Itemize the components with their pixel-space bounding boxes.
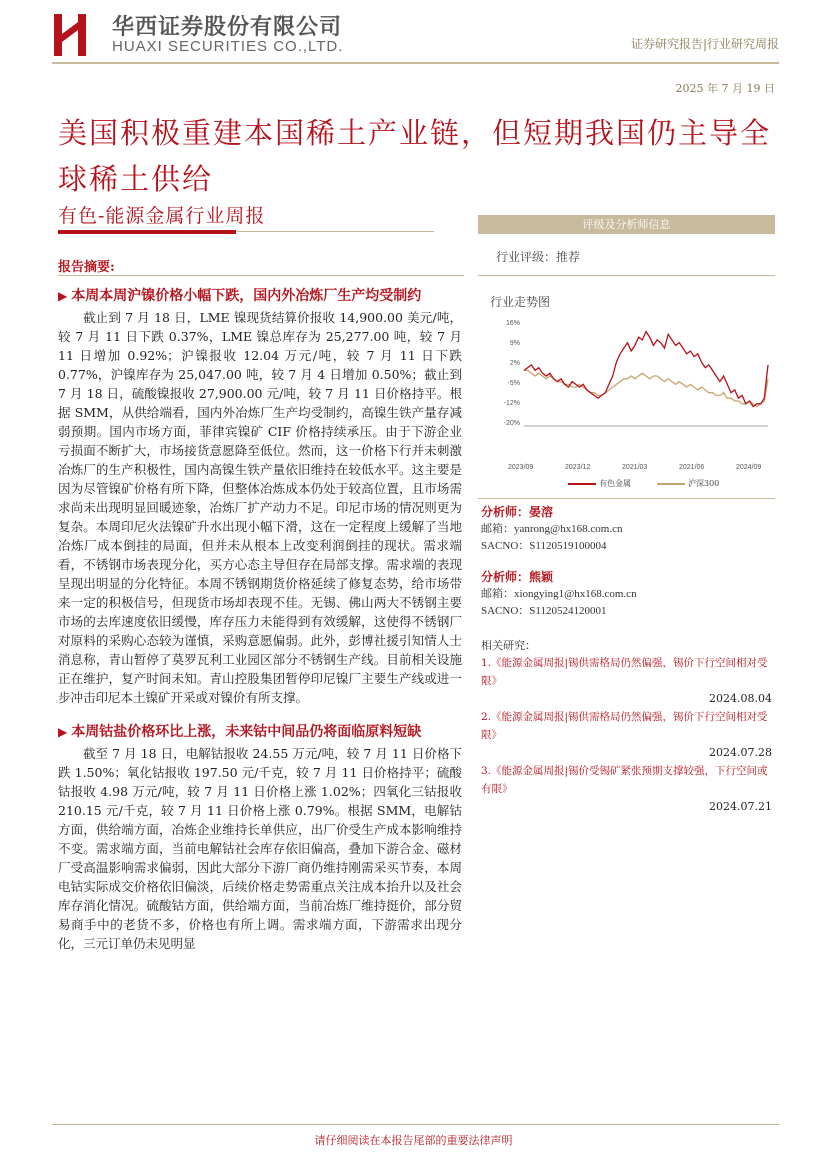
- company-name-en: HUAXI SECURITIES CO.,LTD.: [112, 38, 344, 55]
- section-body: 截止到 7 月 18 日，LME 镍现货结算价报收 14,900.00 美元/吨，较 7 月 11 日下跌 0.37%，LME 镍总库存为 25,277.00 吨，较 7 月 11 日增加 0.92%；沪镍报收 12.04 万元/吨，较 7 月 11 日下跌 0.77%，沪镍库存为 25,047.00 吨，较 7 月 4 日增加 0.50%；截止到 7 月 18 日，硫酸镍报收 27,900.00 元/吨，较 7 月 11 日价格持平。根据 SMM，从供给端看，国内外冶炼厂生产均受制约，高镍生铁产量存减弱预期。国内市场方面，菲律宾镍矿 CIF 价格持续承压。由于下游企业亏损面不断扩大，市场接货意愿降至低位。然而，这一价格下行并未刺激冶炼厂的生产积极性，国内高镍生铁产量依旧维持在较低水平。这主要是因为尽管镍矿价格有所下降，但整体冶炼成本仍处于较高位置，且市场需求尚未出现明显回暖迹象，冶炼厂扩产动力不足。印尼市场的情况则更为复杂。本周印尼火法镍矿升水出现小幅下滑，这在一定程度上缓解了当地冶炼厂成本倒挂的局面，但并未从根本上改变利润倒挂的现状。需求端看，不锈钢市场表现分化，买方心态主导但存在局部支撑。需求端的表现呈现出明显的分化特征。本周不锈钢期货价格延续了修复态势，给市场带来一定的积极信号，但现货市场却表现不佳。无锡、佛山两大不锈钢主要市场的去库速度依旧缓慢，库存压力未能得到有效缓解，这使得不锈钢厂对原料的采购心态较为谨慎，采购意愿偏弱。此外，彭博社援引知情人士消息称，青山暂停了莫罗瓦利工业园区部分不锈钢生产线。目前相关设施正在维护，复产时间未知。青山控股集团暂停印尼镍厂主要生产线或进一步冲击印尼本土镍矿开采或对镍价有所支撑。: [58, 310, 462, 705]
- section-body: 截至 7 月 18 日，电解钴报收 24.55 万元/吨，较 7 月 11 日价格下跌 1.50%；氧化钴报收 197.50 元/千克，较 7 月 11 日价格持平；硫酸钴报收 4.98 万元/吨，较 7 月 11 日价格上涨 1.02%；四氧化三钴报收 210.15 元/千克，较 7 月 11 日价格上涨 0.79%。根据 SMM，电解钴方面，供给端方面，冶炼企业维持长单供应，出厂价受生产成本影响维持不变。需求端方面，当前电解钴社会库存依旧偏高，叠加下游合金、磁材厂受高温影响需求偏弱，因此大部分下游厂商仍维持刚需采买节奏，本周电钴实际成交价格依旧偏淡，后续价格走势需重点关注成本抬升以及社会库存消化情况。硫酸钴方面，供给端方面，当前冶炼厂维持挺价，部分贸易商手中的老货不多，价格也有所上调。需求端方面，下游需求出现分化，三元订单仍未见明显: [58, 746, 462, 951]
- y-tick-label: 16%: [505, 320, 520, 327]
- related-date: 2024.08.04: [709, 692, 772, 705]
- related-date: 2024.07.21: [709, 800, 772, 813]
- report-date: 2025 年 7 月 19 日: [675, 82, 775, 95]
- legend-item: 有色金属: [568, 478, 631, 489]
- trend-chart-plot: [478, 322, 775, 462]
- triangle-icon: ▶: [58, 725, 68, 739]
- company-name-cn: 华西证券股份有限公司: [112, 15, 343, 40]
- analyst-sac: SACNO：S1120524120001: [481, 605, 607, 617]
- y-tick-label: -20%: [503, 420, 520, 427]
- section-heading: [58, 285, 462, 307]
- main-content: [58, 285, 462, 953]
- related-date: 2024.07.28: [709, 746, 772, 759]
- report-subtitle: 有色-能源金属行业周报: [58, 205, 266, 227]
- trend-chart: [478, 322, 775, 472]
- x-tick-label: 2021/03: [622, 464, 648, 471]
- section-heading-text: 本周钴盐价格环比上涨，未来钴中间品仍将面临原料短缺: [71, 724, 422, 740]
- company-logo: [52, 10, 94, 58]
- abstract-label: 报告摘要:: [58, 260, 115, 275]
- x-tick-label: 2023/09: [508, 464, 534, 471]
- subtitle-rule: [236, 231, 434, 232]
- rating-divider: [478, 275, 775, 276]
- triangle-icon: ▶: [58, 289, 68, 303]
- analyst-block: [481, 504, 775, 555]
- analyst-email[interactable]: 邮箱：yanrong@hx168.com.cn: [481, 523, 623, 535]
- report-title: 美国积极重建本国稀土产业链，但短期我国仍主导全球稀土供给: [58, 116, 772, 196]
- analyst-name: 分析师：熊颖: [481, 570, 554, 584]
- related-research: [481, 637, 775, 816]
- y-tick-label: 9%: [509, 340, 520, 347]
- related-title: 相关研究：: [481, 639, 536, 652]
- legend-item: 沪深300: [657, 478, 719, 489]
- x-tick-label: 2024/09: [736, 464, 762, 471]
- report-type: 证券研究报告|行业研究周报: [630, 37, 779, 51]
- y-tick-label: 2%: [509, 360, 520, 367]
- abstract-divider: [58, 275, 464, 276]
- analyst-name: 分析师：晏溶: [481, 505, 554, 519]
- section-heading-text: 本周本周沪镍价格小幅下跌，国内外冶炼厂生产均受制约: [71, 288, 422, 304]
- sidebar-header: 评级及分析师信息: [478, 215, 775, 234]
- trend-chart-label: 行业走势图: [490, 295, 551, 309]
- analyst-sac: SACNO：S1120519100004: [481, 540, 607, 552]
- sidebar: [478, 215, 775, 816]
- analyst-block: [481, 569, 775, 620]
- industry-rating: 行业评级：推荐: [496, 250, 581, 264]
- x-tick-label: 2021/06: [679, 464, 705, 471]
- related-link[interactable]: 2.《能源金属周报|锡供需格局仍然偏强，锡价下行空间相对受限》: [481, 711, 768, 741]
- subtitle-underline: [58, 230, 236, 234]
- chart-legend: [568, 478, 775, 489]
- related-link[interactable]: 3.《能源金属周报|锡价受锡矿紧张预期支撑较强，下行空间或有限》: [481, 765, 768, 795]
- chart-divider: [478, 498, 775, 499]
- series-line-沪深300: [524, 370, 768, 406]
- related-link[interactable]: 1.《能源金属周报|锡供需格局仍然偏强，锡价下行空间相对受限》: [481, 657, 768, 687]
- header-divider: [52, 62, 779, 64]
- footer-divider: [52, 1124, 779, 1125]
- y-tick-label: -5%: [507, 380, 520, 387]
- analyst-email[interactable]: 邮箱：xiongying1@hx168.com.cn: [481, 588, 637, 600]
- legal-notice: 请仔细阅读在本报告尾部的重要法律声明: [314, 1134, 513, 1147]
- x-tick-label: 2023/12: [565, 464, 591, 471]
- section-heading: [58, 721, 462, 743]
- y-tick-label: -12%: [503, 400, 520, 407]
- series-line-有色金属: [524, 332, 768, 407]
